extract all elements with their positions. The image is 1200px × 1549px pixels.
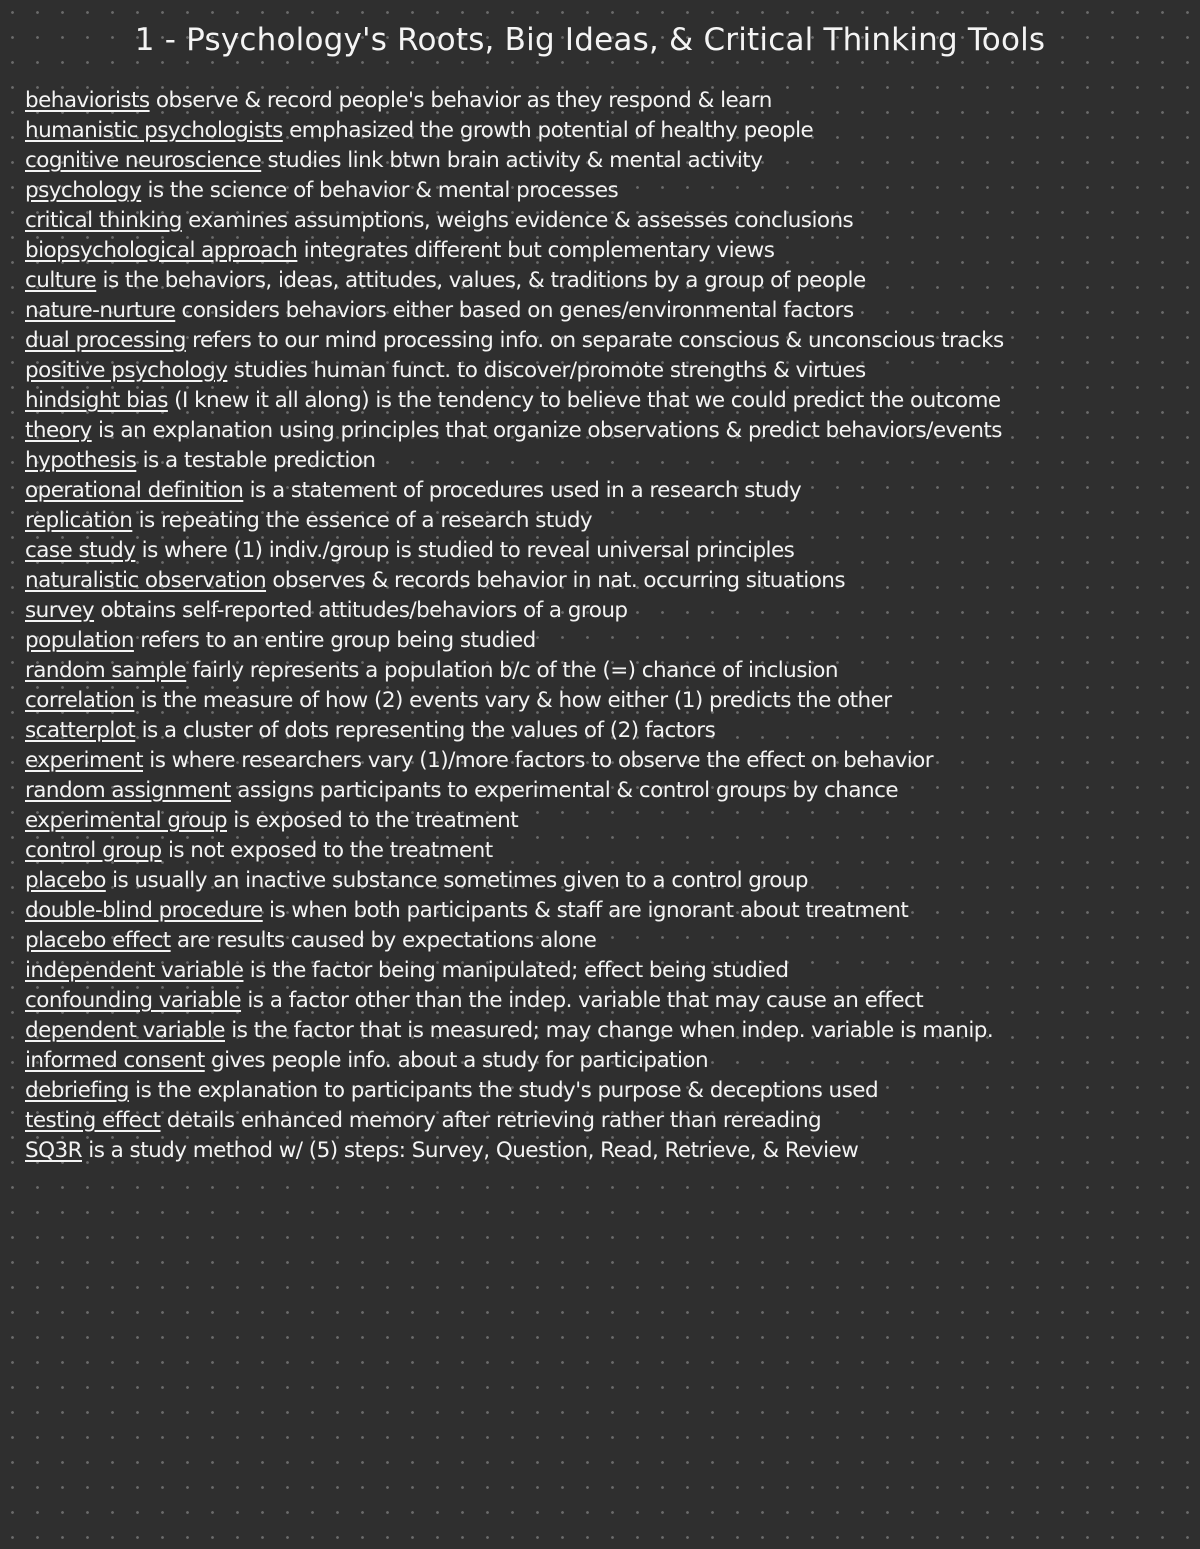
note-definition: is a factor other than the indep. variable that may cause an effect xyxy=(241,988,924,1013)
note-definition: is the science of behavior & mental processes xyxy=(141,178,619,203)
note-definition: is a cluster of dots representing the values of (2) factors xyxy=(135,718,716,743)
note-line xyxy=(25,896,1195,926)
note-line xyxy=(25,416,1195,446)
note-line xyxy=(25,506,1195,536)
note-term: critical thinking xyxy=(25,208,182,233)
note-line xyxy=(25,776,1195,806)
note-term: humanistic psychologists xyxy=(25,118,283,143)
note-definition: is a study method w/ (5) steps: Survey, Question, Read, Retrieve, & Review xyxy=(82,1138,859,1163)
note-definition: integrates different but complementary views xyxy=(297,238,775,263)
note-definition: examines assumptions, weighs evidence & assesses conclusions xyxy=(181,208,854,233)
note-term: theory xyxy=(25,418,92,443)
note-definition: fairly represents a population b/c of the (=) chance of inclusion xyxy=(186,658,838,683)
note-line xyxy=(25,86,1195,116)
note-definition: is the measure of how (2) events vary & how either (1) predicts the other xyxy=(134,688,892,713)
note-term: random assignment xyxy=(25,778,231,803)
note-line xyxy=(25,266,1195,296)
note-line xyxy=(25,686,1195,716)
note-definition: is usually an inactive substance sometimes given to a control group xyxy=(105,868,808,893)
note-term: hypothesis xyxy=(25,448,137,473)
note-term: placebo effect xyxy=(25,928,171,953)
note-line xyxy=(25,836,1195,866)
note-line xyxy=(25,1106,1195,1136)
note-definition: is exposed to the treatment xyxy=(227,808,519,833)
note-term: independent variable xyxy=(25,958,244,983)
note-definition: is where (1) indiv./group is studied to reveal universal principles xyxy=(135,538,795,563)
page-title: 1 - Psychology's Roots, Big Ideas, & Critical Thinking Tools xyxy=(134,22,1046,58)
note-definition: is a testable prediction xyxy=(136,448,376,473)
note-term: scatterplot xyxy=(25,718,136,743)
note-term: operational definition xyxy=(25,478,244,503)
note-line xyxy=(25,476,1195,506)
note-line xyxy=(25,716,1195,746)
note-term: experiment xyxy=(25,748,143,773)
note-term: naturalistic observation xyxy=(25,568,267,593)
note-term: dual processing xyxy=(25,328,186,353)
note-term: confounding variable xyxy=(25,988,242,1013)
note-definition: refers to our mind processing info. on separate conscious & unconscious tracks xyxy=(185,328,1004,353)
note-line xyxy=(25,146,1195,176)
note-line xyxy=(25,926,1195,956)
note-term: case study xyxy=(25,538,136,563)
note-line xyxy=(25,746,1195,776)
note-term: population xyxy=(25,628,134,653)
note-definition: is when both participants & staff are ignorant about treatment xyxy=(262,898,909,923)
note-term: double-blind procedure xyxy=(25,898,263,923)
note-term: dependent variable xyxy=(25,1018,225,1043)
note-term: correlation xyxy=(25,688,135,713)
note-term: hindsight bias xyxy=(25,388,168,413)
note-line xyxy=(25,1076,1195,1106)
note-term: replication xyxy=(25,508,133,533)
note-line xyxy=(25,866,1195,896)
note-term: cognitive neuroscience xyxy=(25,148,262,173)
note-definition: studies human funct. to discover/promote strengths & virtues xyxy=(227,358,866,383)
note-definition: are results caused by expectations alone xyxy=(170,928,597,953)
note-definition: is the factor being manipulated; effect being studied xyxy=(243,958,789,983)
note-definition: is a statement of procedures used in a research study xyxy=(243,478,802,503)
note-definition: considers behaviors either based on genes/environmental factors xyxy=(175,298,854,323)
note-line xyxy=(25,116,1195,146)
note-line xyxy=(25,206,1195,236)
note-line xyxy=(25,236,1195,266)
notes-list xyxy=(25,86,1195,1166)
note-line xyxy=(25,956,1195,986)
note-term: nature-nurture xyxy=(25,298,176,323)
note-term: biopsychological approach xyxy=(25,238,298,263)
note-line xyxy=(25,566,1195,596)
note-line xyxy=(25,596,1195,626)
note-line xyxy=(25,1016,1195,1046)
note-line xyxy=(25,386,1195,416)
note-definition: is the explanation to participants the study's purpose & deceptions used xyxy=(128,1078,879,1103)
note-definition: is the behaviors, ideas, attitudes, values, & traditions by a group of people xyxy=(96,268,866,293)
note-definition: details enhanced memory after retrieving rather than rereading xyxy=(160,1108,822,1133)
note-term: random sample xyxy=(25,658,187,683)
note-term: informed consent xyxy=(25,1048,205,1073)
note-definition: is the factor that is measured; may change when indep. variable is manip. xyxy=(224,1018,994,1043)
note-definition: emphasized the growth potential of healthy people xyxy=(282,118,814,143)
note-line xyxy=(25,446,1195,476)
note-term: SQ3R xyxy=(25,1138,82,1163)
note-definition: (I knew it all along) is the tendency to believe that we could predict the outcome xyxy=(167,388,1001,413)
note-line xyxy=(25,296,1195,326)
note-term: survey xyxy=(25,598,95,623)
note-definition: assigns participants to experimental & control groups by chance xyxy=(230,778,899,803)
note-definition: is an explanation using principles that organize observations & predict behaviors/events xyxy=(91,418,1002,443)
note-definition: observes & records behavior in nat. occurring situations xyxy=(266,568,846,593)
note-term: experimental group xyxy=(25,808,228,833)
note-definition: observe & record people's behavior as they respond & learn xyxy=(149,88,772,113)
note-definition: obtains self-reported attitudes/behaviors of a group xyxy=(94,598,628,623)
note-line xyxy=(25,176,1195,206)
note-definition: is not exposed to the treatment xyxy=(161,838,493,863)
note-definition: refers to an entire group being studied xyxy=(133,628,536,653)
note-line xyxy=(25,806,1195,836)
note-definition: is where researchers vary (1)/more factors to observe the effect on behavior xyxy=(143,748,934,773)
note-line xyxy=(25,326,1195,356)
note-line xyxy=(25,656,1195,686)
note-definition: studies link btwn brain activity & mental activity xyxy=(261,148,763,173)
note-term: psychology xyxy=(25,178,142,203)
note-term: positive psychology xyxy=(25,358,228,383)
note-line xyxy=(25,1046,1195,1076)
note-line xyxy=(25,626,1195,656)
note-term: placebo xyxy=(25,868,106,893)
note-term: control group xyxy=(25,838,162,863)
note-term: testing effect xyxy=(25,1108,161,1133)
note-term: behaviorists xyxy=(25,88,150,113)
note-line xyxy=(25,986,1195,1016)
note-term: culture xyxy=(25,268,97,293)
note-line xyxy=(25,356,1195,386)
note-term: debriefing xyxy=(25,1078,129,1103)
note-line xyxy=(25,536,1195,566)
note-definition: is repeating the essence of a research study xyxy=(132,508,593,533)
note-definition: gives people info. about a study for participation xyxy=(204,1048,709,1073)
note-line xyxy=(25,1136,1195,1166)
